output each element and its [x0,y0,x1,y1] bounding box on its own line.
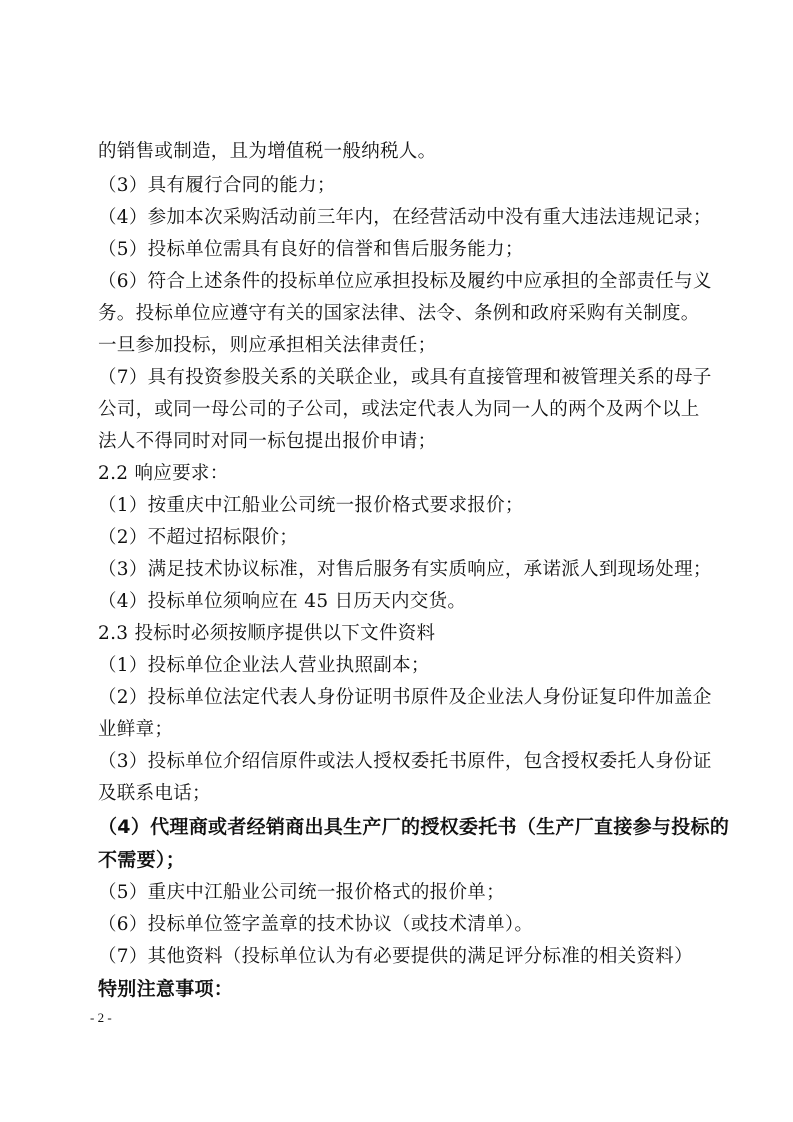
bold-text-line: （4）代理商或者经销商出具生产厂的授权委托书（生产厂直接参与投标的 [98,816,730,838]
text-line: （1）投标单位企业法人营业执照副本； [98,655,430,676]
text-line: （5）投标单位需具有良好的信誉和售后服务能力； [98,239,524,260]
text-line: （2）不超过招标限价； [98,527,299,548]
page-number: - 2 - [90,1010,112,1025]
bold-heading: 特别注意事项： [98,978,234,1000]
text-line: （2）投标单位法定代表人身份证明书原件及企业法人身份证复印件加盖企 [98,687,712,708]
text-line: （5）重庆中江船业公司统一报价格式的报价单； [98,882,505,903]
text-line: 法人不得同时对同一标包提出报价申请； [98,431,437,452]
text-line: （4）参加本次采购活动前三年内，在经营活动中没有重大违法违规记录； [98,207,712,228]
text-line: 公司，或同一母公司的子公司，或法定代表人为同一人的两个及两个以上 [98,399,700,420]
text-line: （1）按重庆中江船业公司统一报价格式要求报价； [98,495,524,516]
text-line: （6）符合上述条件的投标单位应承担投标及履约中应承担的全部责任与义 [98,271,712,292]
text-line: 业鲜章； [98,719,174,740]
bold-text-line: 不需要）； [98,849,186,871]
text-line: （3）满足技术协议标准，对售后服务有实质响应，承诺派人到现场处理； [98,559,712,580]
section-heading: 2.2 响应要求： [98,463,229,484]
text-line: （6）投标单位签字盖章的技术协议（或技术清单）。 [98,914,534,935]
text-line: （3）投标单位介绍信原件或法人授权委托书原件，包含授权委托人身份证 [98,751,712,772]
text-line: 务。投标单位应遵守有关的国家法律、法令、条例和政府采购有关制度。 [98,303,700,324]
text-line: 的销售或制造，且为增值税一般纳税人。 [98,141,437,162]
text-line: （7）具有投资参股关系的关联企业，或具有直接管理和被管理关系的母子 [98,367,712,388]
text-line: （3）具有履行合同的能力； [98,175,336,196]
text-line: 及联系电话； [98,783,211,804]
text-line: 一旦参加投标，则应承担相关法律责任； [98,335,437,356]
text-line: （4）投标单位须响应在 45 日历天内交货。 [98,591,467,612]
section-heading: 2.3 投标时必须按顺序提供以下文件资料 [98,623,436,644]
text-line: （7）其他资料（投标单位认为有必要提供的满足评分标准的相关资料） [98,946,693,967]
